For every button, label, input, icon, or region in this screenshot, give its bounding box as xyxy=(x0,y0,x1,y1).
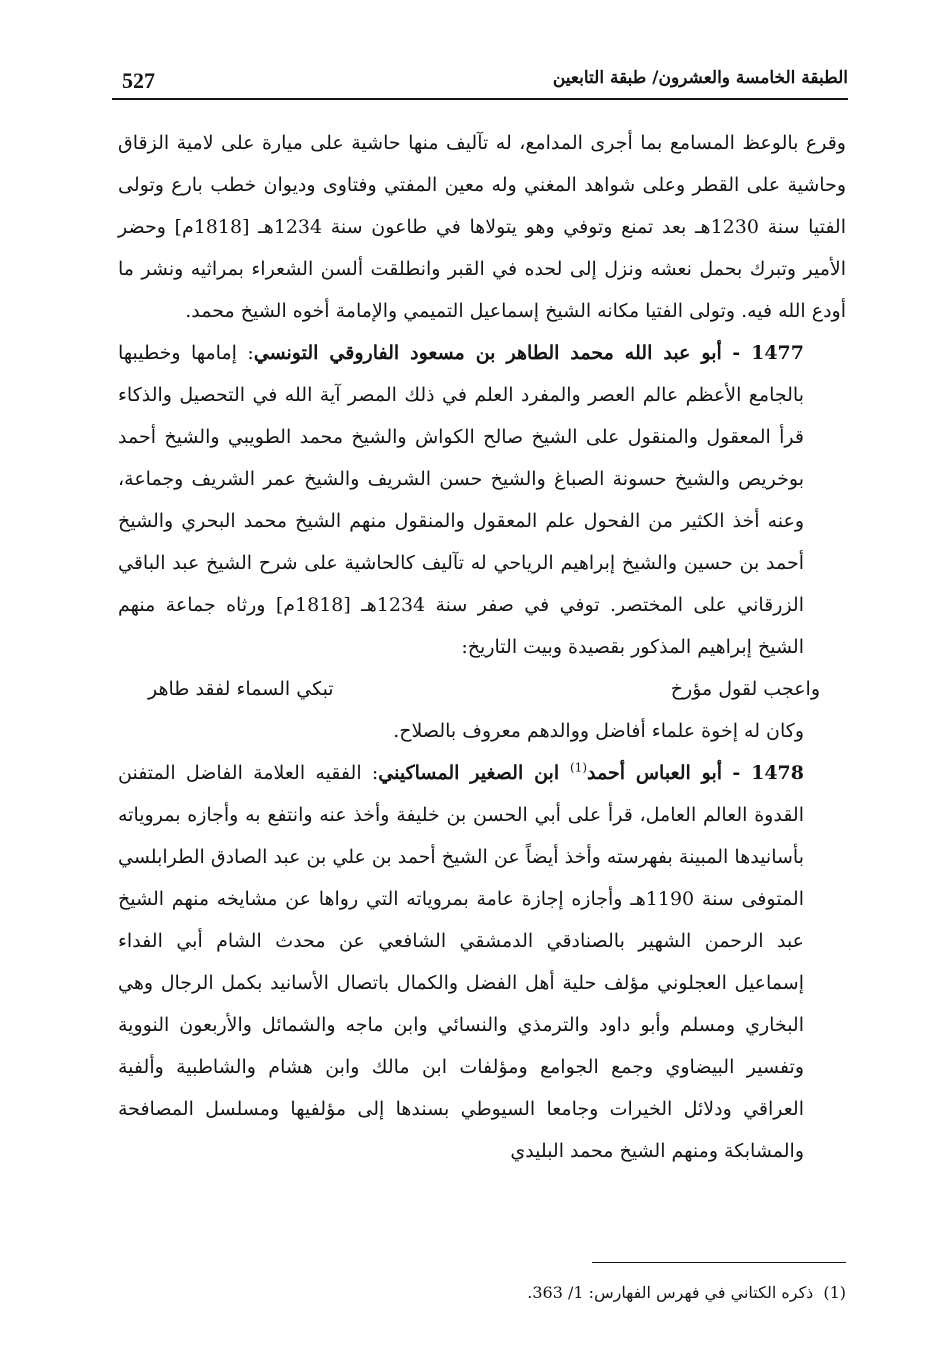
poem-hemistich-left: تبكي السماء لفقد طاهر xyxy=(148,678,334,700)
footnote-text: ذكره الكتاني في فهرس الفهارس: 1/ 363. xyxy=(527,1283,814,1302)
page-header xyxy=(112,62,848,100)
entry-title: أبو عبد الله محمد الطاهر بن مسعود الفاروقي التونسي xyxy=(253,342,722,364)
header-rule xyxy=(112,98,848,100)
entry-number: 1478 - xyxy=(732,762,804,784)
page-number: 527 xyxy=(122,68,155,93)
entry-title: أبو العباس أحمد xyxy=(587,762,723,784)
poem-verse xyxy=(118,668,846,710)
entry-text: : إمامها وخطيبها بالجامع الأعظم عالم العصر والمفرد العلم في ذلك المصر آية الله في التحصيل والذكاء قرأ المعقول والمنقول على الشيخ صالح الكواش والشيخ محمد الطويبي والشيخ أحمد بوخريص والشيخ حسونة الصباغ والشيخ حسن الشريف والشيخ عمر الشريف وجماعة، وعنه أخذ الكثير من الفحول علم المعقول والمنقول منهم الشيخ محمد البحري والشيخ أحمد بن حسين والشيخ إبراهيم الرياحي له تآليف كالحاشية على شرح الشيخ عبد الباقي الزرقاني على المختصر. توفي في صفر سنة 1234هـ [1818م] ورثاه جماعة منهم الشيخ إبراهيم المذكور بقصيدة وبيت التاريخ: xyxy=(118,342,804,658)
entry-1477 xyxy=(118,332,846,668)
entry-text: : الفقيه العلامة الفاضل المتفنن القدوة العالم العامل، قرأ على أبي الحسن بن خليفة وأخذ عنه وانتفع به وأجازه بمروياته بأسانيدها المبينة بفهرسته وأخذ أيضاً عن الشيخ أحمد بن علي بن عبد الصادق الطرابلسي المتوفى سنة 1190هـ وأجازه إجازة عامة بمروياته التي رواها عن مشايخه منهم الشيخ عبد الرحمن الشهير بالصنادقي الدمشقي الشافعي عن محدث الشام أبي الفداء إسماعيل العجلوني مؤلف حلية أهل الفضل والكمال باتصال الأسانيد بكمل الرجال وهي البخاري ومسلم وأبو داود والترمذي والنسائي وابن ماجه والشمائل والأربعون النووية وتفسير البيضاوي وجمع الجوامع ومؤلفات ابن مالك وابن هشام والشاطبية وألفية العراقي ودلائل الخيرات وجامعا السيوطي بسندها إلى مؤلفيها ومسلسل المصافحة والمشابكة ومنهم الشيخ محمد البليدي xyxy=(118,762,804,1162)
running-title: الطبقة الخامسة والعشرون/ طبقة التابعين xyxy=(552,68,848,88)
paragraph-continuation: وقرع بالوعظ المسامع بما أجرى المدامع، له تآليف منها حاشية على ميارة على لامية الزقاق وحاشية على القطر وعلى شواهد المغني وله معين المفتي وفتاوى وديوان خطب بارع وتولى الفتيا سنة 1230هـ بعد تمنع وتوفي وهو يتولاها في طاعون سنة 1234هـ [1818م] وحضر الأمير وتبرك بحمل نعشه ونزل إلى لحده في القبر وانطلقت ألسن الشعراء بمراثيه ونشر ما أودع الله فيه. وتولى الفتيا مكانه الشيخ إسماعيل التميمي والإمامة أخوه الشيخ محمد. xyxy=(118,132,846,322)
poem-hemistich-right: واعجب لقول مؤرخ xyxy=(670,678,820,700)
paragraph-after-poem: وكان له إخوة علماء أفاضل ووالدهم معروف بالصلاح. xyxy=(393,720,804,742)
entry-title-cont: ابن الصغير المساكيني xyxy=(378,762,570,784)
footnote-index: (1) xyxy=(823,1283,846,1302)
entry-1478 xyxy=(118,752,846,1172)
footnote-marker[interactable]: (1) xyxy=(569,760,587,775)
entry-number: 1477 - xyxy=(732,342,804,364)
main-text xyxy=(118,122,846,1172)
footnote xyxy=(118,1280,846,1306)
footnote-rule xyxy=(592,1262,846,1263)
